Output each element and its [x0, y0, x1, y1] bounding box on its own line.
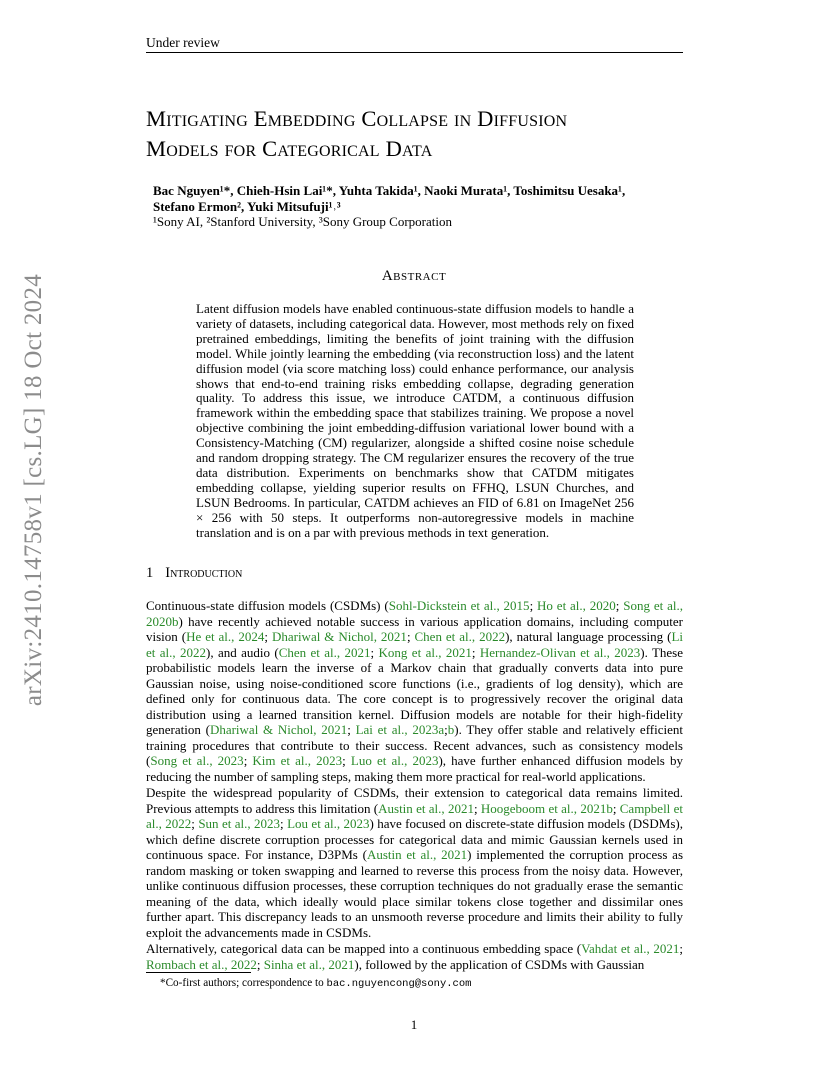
citation-link[interactable]: b: [447, 722, 455, 737]
intro-paragraph-3: [146, 941, 683, 972]
body-text: ) implemented the corruption process as random masking or token swapping and learned to reverse this process from the noisy data. However, unlike continuous diffusion processes, these corruption techniques do not gradually erase the semantic meaning of the data, which ideally would place similar tokens close together and dissimilar ones further apart. This discrepancy leads to an unsmooth reverse procedure and limits their ability to fully exploit the advancements made in CSDMs.: [146, 847, 683, 940]
body-text: ;: [280, 816, 288, 831]
citation-link[interactable]: Luo et al., 2023: [350, 753, 439, 768]
citation-link[interactable]: He et al., 2024: [186, 629, 265, 644]
footnote: [160, 977, 471, 990]
citation-link[interactable]: Chen et al., 2022: [414, 629, 506, 644]
footnote-email[interactable]: bac.nguyencong@sony.com: [326, 978, 472, 990]
body-text: ), natural language processing (: [505, 629, 672, 644]
body-text: ;: [612, 800, 620, 816]
abstract-heading: Abstract: [381, 268, 447, 284]
citation-link[interactable]: Rombach et al., 2022: [146, 956, 257, 972]
body-text: ) have focused on discrete-state diffusion models (DSDMs), which define discrete corruption processes for categorical data and mimic Gaussian kernels used in continuous space. For instance, D3PMs (: [146, 816, 683, 862]
citation-link[interactable]: Sun et al., 2023: [198, 816, 281, 831]
affiliations: ¹Sony AI, ²Stanford University, ³Sony Group Corporation: [153, 214, 452, 229]
body-text: Despite the widespread popularity of CSDMs, their extension to categorical data remains limited. Previous attempts to address this limitation (: [146, 785, 683, 816]
author-block: [153, 183, 673, 230]
body-text: ;: [529, 598, 538, 613]
running-head: Under review: [146, 35, 220, 50]
citation-link[interactable]: Vahdat et al., 2021: [581, 941, 680, 956]
body-text: ;: [444, 722, 448, 737]
citation-link[interactable]: Song et al., 2023: [150, 753, 244, 768]
body-text: ;: [264, 629, 272, 644]
citation-link[interactable]: Campbell et al., 2022: [146, 800, 683, 831]
body-text: ;: [347, 722, 356, 737]
citation-link[interactable]: Lou et al., 2023: [287, 816, 370, 831]
citation-link[interactable]: Hoogeboom et al., 2021b: [480, 800, 613, 816]
citation-link[interactable]: Kim et al., 2023: [252, 753, 343, 768]
body-text: ). They offer stable and relatively efficient training procedures that contribute to their success. Recent advances, such as consistency models (: [146, 722, 683, 768]
intro-paragraph-2: [146, 785, 683, 940]
body-text: ;: [615, 598, 624, 613]
section-heading-introduction: [146, 565, 242, 582]
arxiv-identifier[interactable]: arXiv:2410.14758v1 [cs.LG] 18 Oct 2024: [20, 273, 47, 707]
citation-link[interactable]: Hernandez-Olivan et al., 2023: [479, 644, 641, 660]
citation-link[interactable]: Song et al., 2020b: [146, 598, 683, 629]
citation-link[interactable]: Chen et al., 2021: [278, 644, 371, 660]
body-text: ;: [342, 753, 351, 768]
body-text: ) have recently achieved notable success in various application domains, including computer vision (: [146, 613, 683, 644]
citation-link[interactable]: Kong et al., 2021: [378, 644, 472, 660]
section-number: 1: [146, 565, 154, 581]
body-text: ;: [473, 800, 481, 816]
body-text: ;: [370, 644, 379, 660]
section-title: Introduction: [165, 565, 243, 581]
author-line-2: Stefano Ermon², Yuki Mitsufuji¹˒³: [153, 198, 341, 214]
intro-paragraph-1: [146, 598, 683, 784]
body-text: ;: [256, 956, 264, 972]
citation-link[interactable]: Dhariwal & Nichol, 2021: [209, 722, 348, 737]
body-text: Alternatively, categorical data can be mapped into a continuous embedding space (: [146, 941, 582, 956]
citation-link[interactable]: Ho et al., 2020: [537, 598, 616, 613]
citation-link[interactable]: Dhariwal & Nichol, 2021: [271, 629, 407, 644]
title-line-1: Mitigating Embedding Collapse in Diffusion: [146, 106, 568, 131]
body-text: ;: [406, 629, 415, 644]
citation-link[interactable]: Austin et al., 2021: [366, 847, 468, 862]
page-number: 1: [410, 1017, 418, 1032]
title-line-2: Models for Categorical Data: [146, 136, 433, 161]
author-line-1: Bac Nguyen¹*, Chieh-Hsin Lai¹*, Yuhta Takida¹, Naoki Murata¹, Toshimitsu Uesaka¹,: [153, 183, 626, 198]
citation-link[interactable]: Lai et al., 2023a: [355, 722, 445, 737]
footnote-text: *Co-first authors; correspondence to: [160, 977, 327, 989]
citation-link[interactable]: Austin et al., 2021: [378, 800, 474, 816]
body-text: ;: [243, 753, 253, 768]
body-text: ;: [679, 941, 683, 956]
abstract-text: Latent diffusion models have enabled continuous-state diffusion models to handle a variety of datasets, including categorical data. However, most methods rely on fixed pretrained embeddings, limiting the benefits of joint training with the diffusion model. While jointly learning the embedding (via reconstruction loss) and the latent diffusion model (via score matching loss) could enhance performance, our analysis shows that end-to-end training risks embedding collapse, degrading generation quality. To address this issue, we introduce CATDM, a continuous diffusion framework within the embedding space that stabilizes training. We propose a novel objective combining the joint embedding-diffusion variational lower bound with a Consistency-Matching (CM) regularizer, alongside a shifted cosine noise schedule and random dropping strategy. The CM regularizer ensures the recovery of the true data distribution. Experiments on benchmarks show that CATDM mitigates embedding collapse, yielding superior results on FFHQ, LSUN Churches, and LSUN Bedrooms. In particular, CATDM achieves an FID of 6.81 on ImageNet 256 × 256 with 50 steps. It outperforms non-autoregressive models in machine translation and is on a par with previous methods in text generation.: [196, 301, 634, 540]
body-text: ), have further enhanced diffusion models by reducing the number of sampling steps, making them more practical for real-world applications.: [146, 753, 683, 784]
body-text: Continuous-state diffusion models (CSDMs) (: [146, 598, 389, 613]
citation-link[interactable]: Sohl-Dickstein et al., 2015: [388, 598, 530, 613]
paper-title: [146, 104, 706, 164]
body-text: ;: [191, 816, 199, 831]
body-text: ). These probabilistic models learn the inverse of a Markov chain that gradually converts data into pure Gaussian noise, using noise-conditioned score functions (i.e., gradients of log density), which are defined only for continuous data. The core concept is to progressively recover the original data distribution using a learned transition kernel. Diffusion models are notable for their high-fidelity generation (: [146, 644, 683, 737]
body-text: ;: [471, 644, 480, 660]
footnote-rule: [146, 972, 251, 973]
arxiv-sidebar: [14, 273, 54, 707]
body-text: ), and audio (: [206, 644, 279, 660]
header-rule: [146, 52, 683, 53]
citation-link[interactable]: Sinha et al., 2021: [263, 956, 355, 972]
body-text: ), followed by the application of CSDMs with Gaussian: [354, 956, 645, 972]
citation-link[interactable]: Li et al., 2022: [146, 629, 683, 660]
